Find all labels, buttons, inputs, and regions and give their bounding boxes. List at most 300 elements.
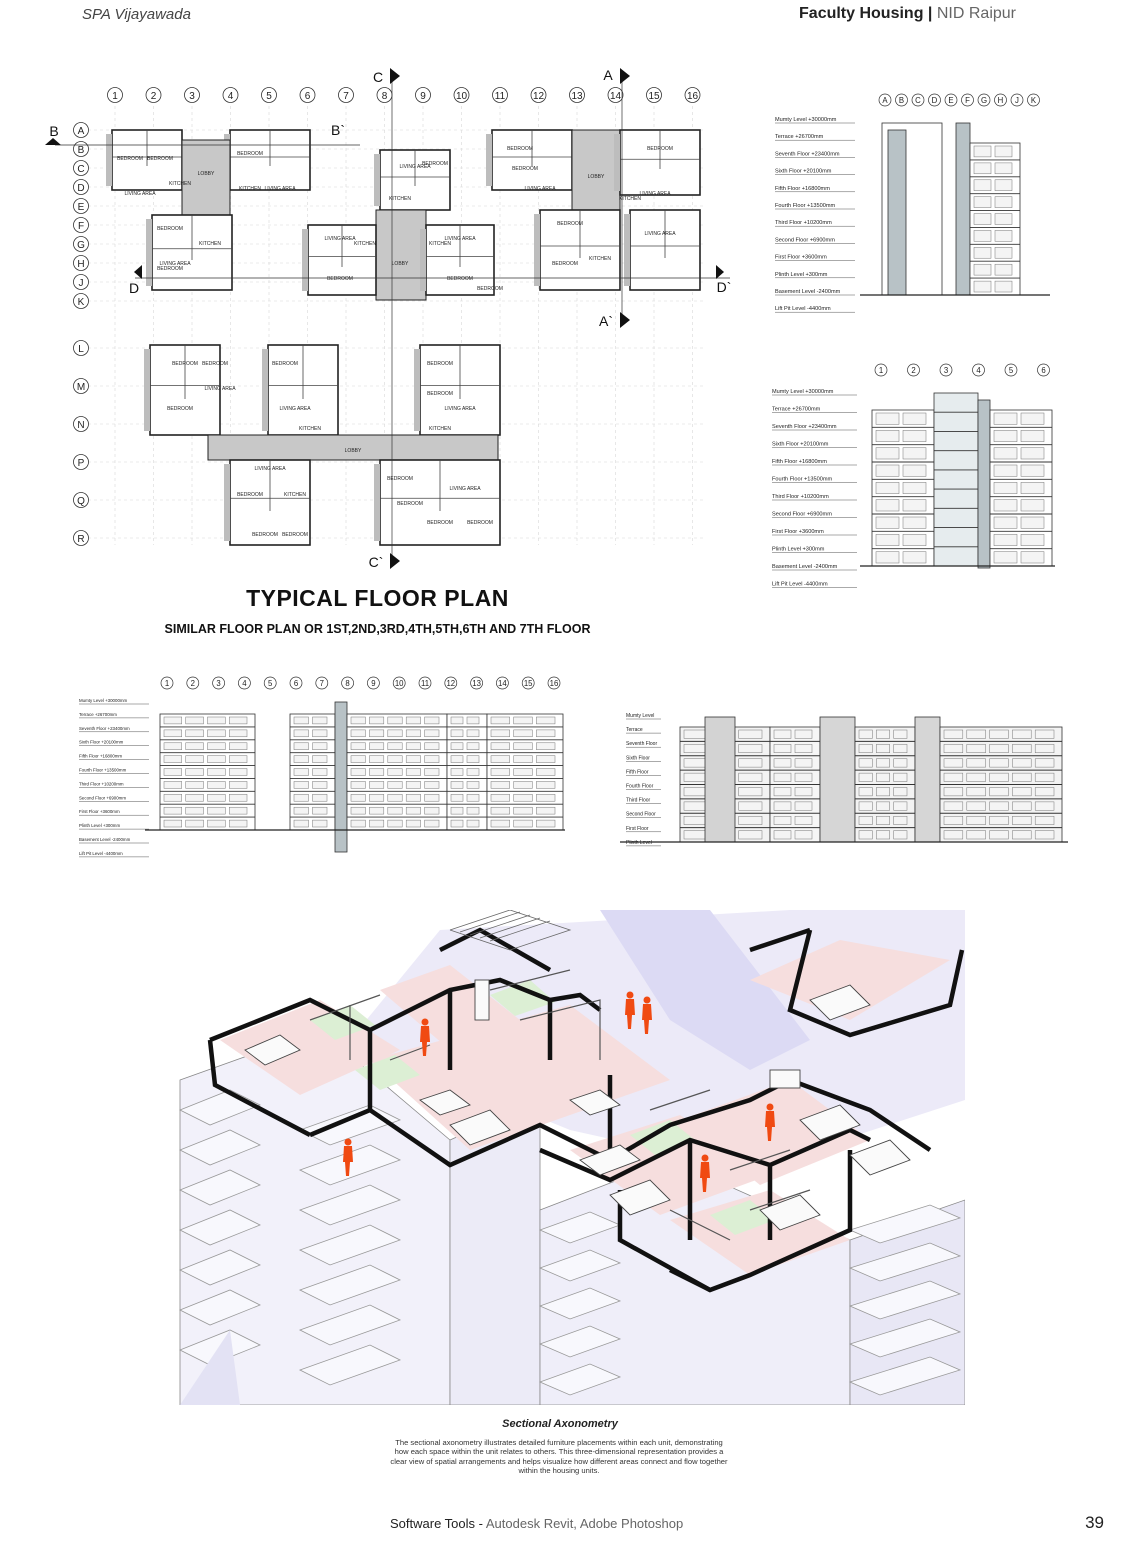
section-opening (967, 730, 986, 738)
section-opening (944, 816, 963, 824)
section-opening (351, 769, 365, 776)
project-title (799, 5, 1016, 23)
section-body (978, 400, 990, 568)
section-opening (229, 717, 247, 724)
section-opening (684, 802, 707, 810)
section-opening (876, 482, 899, 493)
plan-lobby (572, 130, 620, 210)
section-opening (876, 448, 899, 459)
section-opening (974, 264, 991, 275)
section-bb (760, 358, 1060, 588)
plan-lobby (376, 210, 426, 300)
section-opening (514, 717, 533, 724)
section-opening (351, 730, 365, 737)
section-grid-label: D (931, 96, 938, 105)
section-opening (739, 730, 762, 738)
section-grid-label: B (898, 96, 905, 105)
section-opening (451, 807, 463, 814)
section-opening (451, 769, 463, 776)
section-opening (894, 773, 907, 781)
section-opening (164, 756, 182, 763)
typical-floor-plan (40, 60, 760, 580)
section-opening (876, 552, 899, 563)
room-label: BEDROOM (422, 161, 448, 167)
section-opening (1021, 517, 1044, 528)
room-label: BEDROOM (427, 520, 453, 526)
plan-balcony (374, 464, 380, 541)
section-opening (514, 730, 533, 737)
section-opening (739, 744, 762, 752)
section-level-label: First Floor (626, 825, 649, 832)
room-label: LIVING AREA (639, 191, 671, 197)
section-opening (467, 756, 479, 763)
section-opening (774, 802, 791, 810)
section-level-label: Plinth Level +300mm (79, 823, 121, 829)
section-opening (739, 831, 762, 839)
grid-label-row: B (77, 145, 85, 156)
section-opening (467, 743, 479, 750)
grid-label-col: 9 (420, 91, 426, 102)
section-opening (894, 802, 907, 810)
section-body (956, 123, 970, 295)
section-opening (208, 807, 226, 814)
section-opening (164, 794, 182, 801)
section-opening (990, 759, 1009, 767)
section-opening (491, 820, 510, 827)
section-opening (313, 743, 328, 750)
section-opening (967, 788, 986, 796)
section-opening (876, 430, 899, 441)
section-opening (425, 820, 439, 827)
grid-label-col: 1 (112, 91, 118, 102)
section-opening (425, 730, 439, 737)
section-opening (313, 717, 328, 724)
room-label: BEDROOM (172, 361, 198, 367)
section-level-label: Terrace (626, 727, 643, 734)
section-opening (1021, 413, 1044, 424)
section-opening (406, 820, 420, 827)
section-level-label: Sixth Floor +20100mm (79, 739, 124, 745)
section-opening (467, 717, 479, 724)
section-opening (164, 807, 182, 814)
section-opening (795, 759, 812, 767)
room-label: BEDROOM (647, 146, 673, 152)
section-opening (1035, 788, 1054, 796)
section-opening (990, 744, 1009, 752)
section-level-label: Seventh Floor +23400mm (79, 725, 130, 731)
section-opening (425, 743, 439, 750)
floor-plan-title: TYPICAL FLOOR PLAN (246, 585, 509, 611)
section-level-label: Third Floor +10200mm (772, 494, 829, 500)
section-opening (684, 744, 707, 752)
section-marker-label: B (49, 123, 59, 139)
section-opening (990, 802, 1009, 810)
room-label: BEDROOM (387, 476, 413, 482)
section-opening (994, 482, 1017, 493)
grid-label-col: 8 (381, 91, 388, 102)
section-opening (1035, 759, 1054, 767)
section-opening (903, 534, 926, 545)
room-label: BEDROOM (117, 156, 143, 162)
section-opening (974, 247, 991, 258)
section-opening (164, 730, 182, 737)
section-level-label: Second Floor (626, 811, 656, 818)
plan-balcony (146, 219, 152, 286)
axonometry-caption-body: The sectional axonometry illustrates detailed furniture placements within each unit, demonstrating how each space within the unit relates to others. This three-dimensional representation provides a clear view of spatial arrangements and helps visualize how different areas connect and flow together within the housing units. (390, 1438, 728, 1476)
section-opening (313, 730, 328, 737)
room-label: KITCHEN (299, 426, 321, 432)
section-level-label: Fifth Floor (626, 769, 649, 776)
room-label: BEDROOM (467, 520, 493, 526)
section-body (705, 717, 735, 842)
section-opening (859, 788, 872, 796)
section-body (888, 130, 906, 295)
section-opening (739, 759, 762, 767)
section-opening (514, 807, 533, 814)
section-opening (294, 717, 309, 724)
section-opening (406, 730, 420, 737)
section-grid-label: 12 (446, 679, 456, 688)
section-opening (451, 756, 463, 763)
grid-label-col: 4 (227, 91, 234, 102)
section-opening (451, 717, 463, 724)
section-level-label: Fifth Floor +16800mm (772, 459, 827, 465)
section-opening (876, 788, 889, 796)
section-opening (990, 730, 1009, 738)
section-opening (876, 802, 889, 810)
room-label: KITCHEN (169, 181, 191, 187)
room-label: LIVING AREA (524, 186, 556, 192)
section-level-label: Basement Level -2400mm (772, 564, 838, 570)
section-opening (944, 744, 963, 752)
section-level-label: Lift Pit Level -4400mm (79, 850, 123, 856)
section-grid-label: 9 (371, 679, 376, 688)
section-opening (186, 769, 204, 776)
section-opening (388, 781, 402, 788)
section-opening (536, 730, 555, 737)
section-opening (774, 831, 791, 839)
section-opening (684, 759, 707, 767)
section-arrow (716, 265, 724, 279)
section-opening (388, 820, 402, 827)
section-opening (536, 743, 555, 750)
section-opening (388, 807, 402, 814)
person-head (345, 1139, 352, 1146)
section-opening (894, 831, 907, 839)
plan-balcony (374, 154, 380, 206)
section-grid-label: G (980, 96, 988, 105)
room-label: LIVING AREA (444, 406, 476, 412)
section-opening (425, 807, 439, 814)
section-opening (774, 816, 791, 824)
room-label: BEDROOM (237, 151, 263, 157)
section-opening (995, 247, 1012, 258)
section-opening (774, 773, 791, 781)
section-opening (876, 413, 899, 424)
section-level-label: Sixth Floor +20100mm (772, 441, 829, 448)
section-opening (967, 831, 986, 839)
section-grid-label: 1 (164, 679, 170, 688)
section-opening (369, 756, 383, 763)
room-label: LIVING AREA (324, 236, 356, 242)
software-tools-label: Software Tools - (390, 1516, 483, 1531)
section-opening (876, 517, 899, 528)
section-opening (208, 769, 226, 776)
grid-label-row: K (77, 297, 85, 308)
room-label: BEDROOM (167, 406, 193, 412)
section-level-label: Fourth Floor +13500mm (772, 476, 833, 483)
grid-label-col: 5 (266, 91, 272, 102)
section-grid-label: 6 (1041, 366, 1046, 375)
section-grid-label: K (1030, 96, 1037, 105)
grid-label-col: 13 (571, 91, 583, 102)
section-opening (491, 781, 510, 788)
section-level-label: First Floor +3600mm (79, 809, 120, 815)
plan-blocks (106, 130, 700, 545)
section-level-label: Terrace +26700mm (79, 711, 117, 717)
section-opening (313, 820, 328, 827)
section-level-label: Lift Pit Level -4400mm (772, 581, 828, 588)
section-opening (1021, 482, 1044, 493)
section-opening (351, 717, 365, 724)
section-opening (313, 769, 328, 776)
section-opening (894, 730, 907, 738)
section-opening (536, 807, 555, 814)
front-elevation (620, 705, 1070, 850)
section-opening (876, 816, 889, 824)
person-head (644, 997, 651, 1004)
section-opening (967, 759, 986, 767)
section-opening (876, 759, 889, 767)
section-opening (313, 781, 328, 788)
section-opening (990, 788, 1009, 796)
section-opening (294, 743, 309, 750)
section-opening (351, 807, 365, 814)
grid-label-col: 14 (609, 91, 622, 102)
section-opening (995, 264, 1012, 275)
room-label: KITCHEN (589, 256, 611, 262)
grid-label-col: 10 (455, 91, 468, 102)
room-label: LOBBY (197, 171, 215, 177)
section-arrow (620, 312, 630, 328)
section-opening (164, 781, 182, 788)
section-grid-label: 14 (498, 679, 507, 688)
section-level-label: Third Floor +10200mm (79, 781, 124, 787)
section-opening (467, 794, 479, 801)
section-opening (514, 769, 533, 776)
section-level-label: Fifth Floor +16800mm (775, 185, 830, 192)
section-opening (995, 146, 1012, 157)
section-opening (294, 756, 309, 763)
section-opening (739, 788, 762, 796)
plan-balcony (420, 229, 426, 291)
section-opening (388, 730, 402, 737)
section-opening (369, 807, 383, 814)
section-level-label: Mumty Level +30000mm (775, 117, 837, 123)
section-opening (739, 802, 762, 810)
section-opening (388, 717, 402, 724)
section-grid-label: 3 (943, 366, 949, 375)
section-opening (229, 807, 247, 814)
section-opening (1035, 730, 1054, 738)
section-grid-label: 2 (911, 366, 916, 375)
section-opening (859, 773, 872, 781)
section-opening (514, 756, 533, 763)
section-opening (859, 759, 872, 767)
section-opening (974, 230, 991, 241)
section-opening (876, 730, 889, 738)
section-opening (369, 730, 383, 737)
room-label: LIVING AREA (204, 386, 236, 392)
section-marker-label: A` (599, 313, 613, 329)
section-opening (994, 517, 1017, 528)
section-opening (208, 743, 226, 750)
section-opening (1012, 788, 1031, 796)
section-opening (795, 802, 812, 810)
section-grid-label: 1 (878, 366, 884, 375)
section-opening (1012, 773, 1031, 781)
section-opening (164, 743, 182, 750)
section-level-label: Plinth Level +300mm (772, 546, 825, 553)
section-grid-label: 4 (976, 366, 981, 375)
section-opening (795, 788, 812, 796)
section-opening (967, 773, 986, 781)
section-grid-label: 4 (242, 679, 247, 688)
section-marker-label: D (128, 280, 140, 296)
room-label: BEDROOM (202, 361, 228, 367)
section-opening (388, 794, 402, 801)
section-opening (536, 769, 555, 776)
grid-label-row: M (76, 382, 86, 393)
section-opening (1021, 552, 1044, 563)
section-opening (514, 743, 533, 750)
section-opening (467, 730, 479, 737)
section-opening (388, 743, 402, 750)
section-level-label: Sixth Floor +20100mm (775, 168, 832, 175)
section-opening (944, 831, 963, 839)
section-opening (974, 180, 991, 191)
section-opening (1021, 430, 1044, 441)
section-opening (1035, 773, 1054, 781)
section-opening (1035, 816, 1054, 824)
section-opening (351, 820, 365, 827)
room-label: BEDROOM (557, 221, 583, 227)
section-opening (229, 769, 247, 776)
section-opening (859, 816, 872, 824)
section-opening (451, 781, 463, 788)
section-opening (739, 816, 762, 824)
section-level-label: Second Floor +6900mm (772, 511, 832, 518)
section-opening (425, 769, 439, 776)
section-level-label: Mumty Level +30000mm (772, 389, 834, 395)
section-level-label: Basement Level -2400mm (79, 837, 131, 842)
section-opening (684, 816, 707, 824)
section-level-label: Plinth Level +300mm (775, 271, 828, 278)
section-opening (186, 820, 204, 827)
section-opening (406, 794, 420, 801)
section-opening (684, 788, 707, 796)
section-opening (967, 802, 986, 810)
section-level-label: First Floor +3600mm (775, 254, 827, 261)
section-opening (967, 744, 986, 752)
section-opening (491, 769, 510, 776)
section-opening (229, 730, 247, 737)
room-label: BEDROOM (447, 276, 473, 282)
section-opening (795, 744, 812, 752)
section-level-label: Seventh Floor (626, 741, 658, 748)
section-grid-label: 6 (293, 679, 299, 688)
section-grid-label: J (1015, 96, 1019, 105)
section-opening (388, 769, 402, 776)
room-label: LIVING AREA (124, 191, 156, 197)
section-grid-label: 7 (319, 679, 324, 688)
room-label: LIVING AREA (444, 236, 476, 242)
section-opening (894, 744, 907, 752)
grid-label-row: Q (77, 496, 85, 507)
section-level-label: Sixth Floor (626, 755, 650, 762)
section-level-label: Fifth Floor +16800mm (79, 753, 123, 759)
section-level-label: Mumty Level (626, 713, 655, 719)
plan-balcony (302, 229, 308, 291)
section-opening (995, 281, 1012, 292)
section-marker-label: C` (368, 554, 384, 570)
section-opening (294, 807, 309, 814)
room-label: BEDROOM (147, 156, 173, 162)
section-grid-label: 16 (549, 679, 559, 688)
room-label: BEDROOM (327, 276, 353, 282)
person-head (702, 1155, 709, 1162)
section-opening (351, 794, 365, 801)
grid-label-row: R (77, 534, 85, 545)
section-opening (208, 781, 226, 788)
plan-balcony (106, 134, 112, 186)
section-opening (536, 820, 555, 827)
section-opening (369, 769, 383, 776)
grid-label-col: 15 (648, 91, 660, 102)
section-opening (774, 788, 791, 796)
room-label: BEDROOM (427, 391, 453, 397)
section-marker-label: D` (716, 279, 732, 295)
section-body (934, 393, 978, 566)
section-opening (903, 552, 926, 563)
room-label: BEDROOM (252, 532, 278, 538)
plan-balcony (624, 214, 630, 286)
section-opening (186, 794, 204, 801)
room-label: KITCHEN (389, 196, 411, 202)
section-opening (369, 820, 383, 827)
room-label: KITCHEN (199, 241, 221, 247)
project-title-separator: | (927, 5, 933, 22)
room-label: KITCHEN (429, 426, 451, 432)
section-opening (1021, 448, 1044, 459)
section-opening (294, 794, 309, 801)
section-level-label: First Floor +3600mm (772, 529, 824, 535)
room-label: LIVING AREA (399, 164, 431, 170)
section-opening (294, 820, 309, 827)
plan-balcony (224, 464, 230, 541)
section-opening (876, 831, 889, 839)
section-opening (795, 816, 812, 824)
section-opening (1012, 744, 1031, 752)
section-opening (795, 773, 812, 781)
section-opening (859, 831, 872, 839)
section-opening (491, 807, 510, 814)
section-opening (491, 743, 510, 750)
section-opening (894, 816, 907, 824)
section-opening (1021, 534, 1044, 545)
section-opening (164, 769, 182, 776)
section-opening (876, 744, 889, 752)
